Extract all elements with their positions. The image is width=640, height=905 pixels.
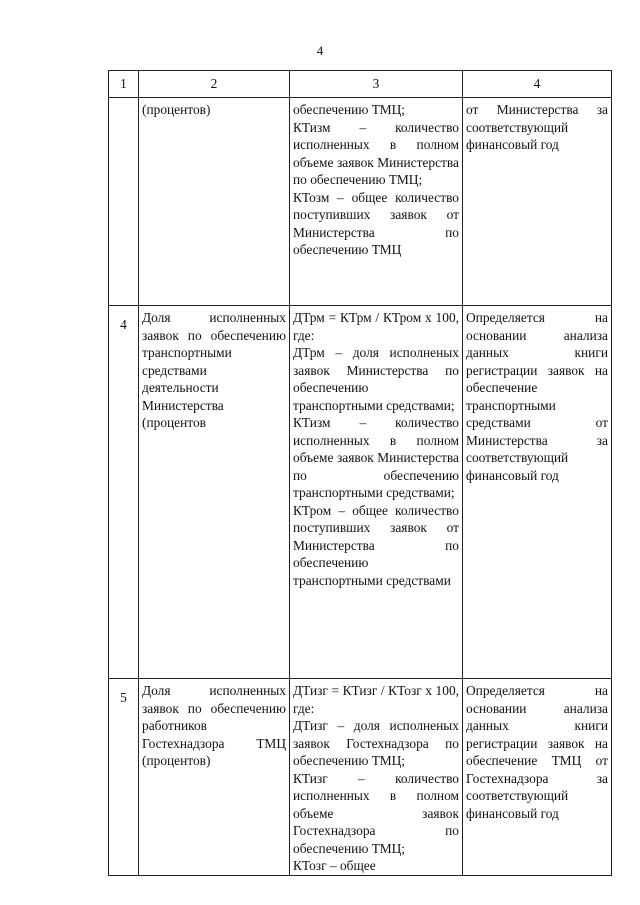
indicator-name: Доля исполненных заявок по обеспечению работников Гостехнадзора ТМЦ (процентов) xyxy=(139,679,290,876)
indicator-formula: ДТизг = КТизг / КТозг х 100, где: ДТизг – доля исполненых заявок Гостехнадзора по обеспечению ТМЦ; КТизг – количество исполненных в полном объеме заявок Гостехнадзора по обеспечению ТМЦ; КТозг – общее xyxy=(290,679,463,876)
table-row xyxy=(109,98,612,306)
indicator-name: (процентов) xyxy=(139,98,290,306)
table-row xyxy=(109,679,612,876)
indicator-method: Определяется на основании анализа данных книги регистрации заявок на обеспечение транспортными средствами от Министерства за соответствующий финансовый год xyxy=(463,306,612,679)
row-number: 4 xyxy=(109,306,139,679)
header-col-3: 3 xyxy=(290,71,463,98)
header-col-1: 1 xyxy=(109,71,139,98)
table-row xyxy=(109,306,612,679)
header-col-4: 4 xyxy=(463,71,612,98)
row-number: 5 xyxy=(109,679,139,876)
indicator-name: Доля исполненных заявок по обеспечению транспортными средствами деятельности Министерства (процентов xyxy=(139,306,290,679)
indicator-formula: обеспечению ТМЦ; КТизм – количество исполненных в полном объеме заявок Министерства по обеспечению ТМЦ; КТозм – общее количество поступивших заявок от Министерства по обеспечению ТМЦ xyxy=(290,98,463,306)
page-number: 4 xyxy=(316,43,324,58)
row-number xyxy=(109,98,139,306)
indicator-method: от Министерства за соответствующий финансовый год xyxy=(463,98,612,306)
indicator-formula: ДТрм = КТрм / КТром х 100, где: ДТрм – доля исполненых заявок Министерства по обеспечению транспортными средствами; КТизм – количество исполненных в полном объеме заявок Министерства по обеспечению транспортными средствами; КТром – общее количество поступивших заявок от Министерства по обеспечению транспортными средствами xyxy=(290,306,463,679)
indicator-method: Определяется на основании анализа данных книги регистрации заявок на обеспечение ТМЦ от Гостехнадзора за соответствующий финансовый год xyxy=(463,679,612,876)
table-header-row xyxy=(109,71,612,98)
indicators-table xyxy=(108,70,612,876)
header-col-2: 2 xyxy=(139,71,290,98)
